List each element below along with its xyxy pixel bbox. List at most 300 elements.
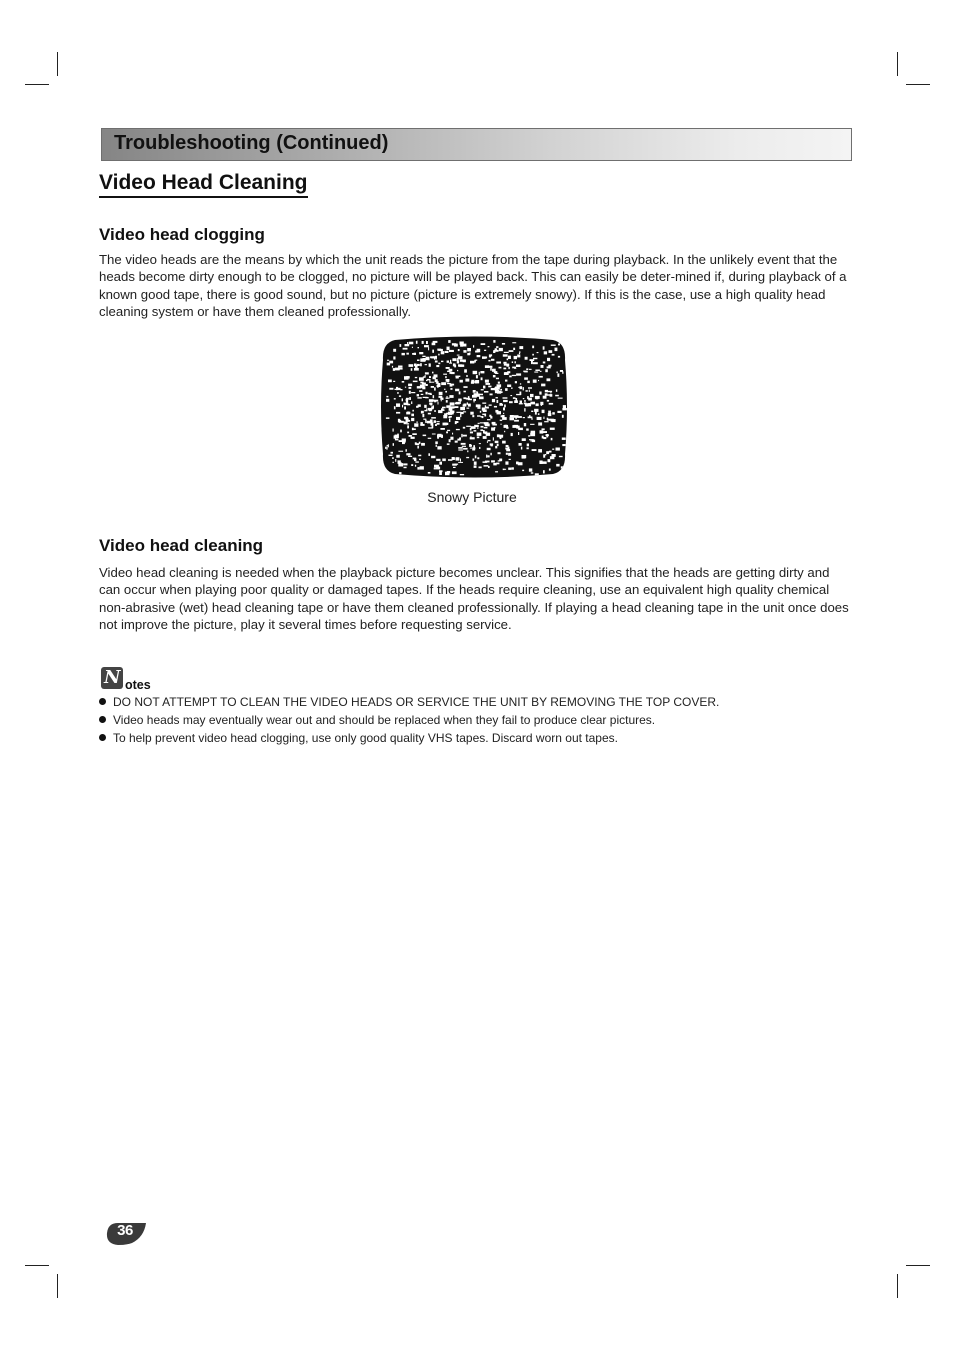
snow-speck [425, 372, 429, 374]
snow-speck [503, 354, 508, 356]
snow-speck [404, 421, 407, 424]
snow-speck [550, 365, 551, 367]
snow-speck [406, 449, 407, 452]
snow-speck [503, 397, 508, 398]
snow-speck [542, 410, 545, 413]
cleaning-paragraph: Video head cleaning is needed when the playback picture becomes unclear. This signifies that the heads are getting dirty and can occur when playing poor quality or damaged tapes. If the heads require cleaning, use an equivalent high quality chemical non-abrasive (wet) head cleaning tape or have them cleaned professionally. If playing a head cleaning tape in the unit once does not improve the picture, play it several times before requesting service. [99, 565, 849, 632]
snow-speck [417, 446, 419, 449]
snow-speck [520, 392, 522, 396]
snow-speck [491, 444, 493, 447]
snow-speck [431, 386, 434, 388]
snow-speck [547, 358, 550, 361]
snow-speck [388, 380, 392, 383]
snow-speck [399, 472, 401, 474]
snow-speck [464, 369, 467, 372]
snow-speck [550, 456, 555, 459]
snow-speck [545, 369, 548, 372]
snow-speck [430, 419, 433, 422]
snow-speck [506, 453, 508, 455]
snow-speck [555, 395, 559, 397]
snow-speck [441, 409, 444, 411]
snow-speck [438, 354, 439, 356]
snow-speck [460, 414, 461, 418]
snow-speck [460, 360, 463, 362]
snow-speck [474, 430, 477, 432]
snow-speck [512, 342, 516, 343]
snow-speck [558, 398, 563, 399]
snow-speck [484, 350, 486, 351]
snow-speck [411, 437, 415, 439]
snow-speck [488, 466, 490, 468]
snow-speck [432, 372, 434, 374]
snow-speck [447, 361, 449, 363]
snow-speck [400, 344, 402, 347]
crop-mark [57, 52, 58, 76]
snow-speck [421, 411, 424, 414]
snow-speck [562, 371, 563, 373]
snow-speck [450, 412, 454, 415]
crop-mark [897, 52, 898, 76]
snow-speck [497, 444, 499, 446]
snow-speck [409, 435, 412, 437]
snow-speck [426, 341, 428, 344]
snow-speck [491, 388, 495, 390]
snow-speck [436, 365, 439, 367]
snow-speck [556, 464, 559, 467]
snow-speck [497, 434, 500, 437]
snow-speck [458, 447, 463, 449]
snow-speck [473, 390, 476, 393]
snow-speck [409, 391, 411, 394]
snow-speck [482, 408, 485, 411]
snow-speck [419, 459, 421, 460]
snow-speck [434, 374, 438, 377]
snow-speck [541, 365, 544, 368]
snow-speck [489, 354, 491, 357]
snow-speck [447, 371, 451, 372]
note-item [99, 713, 655, 727]
snow-speck [388, 444, 389, 447]
snow-speck [460, 407, 465, 410]
snow-speck [504, 372, 508, 374]
snow-speck [403, 463, 407, 465]
snow-speck [473, 445, 475, 448]
snow-speck [447, 396, 448, 399]
snow-speck [428, 347, 429, 350]
snow-speck [423, 397, 428, 398]
snow-speck [536, 403, 539, 406]
snow-speck [521, 447, 522, 450]
snow-speck [393, 429, 394, 432]
snow-speck [508, 468, 511, 470]
snow-speck [487, 419, 491, 420]
snow-speck [441, 351, 445, 354]
snow-speck [527, 381, 530, 383]
snow-speck [428, 408, 432, 411]
snow-speck [471, 426, 476, 429]
snow-speck [445, 391, 447, 393]
snow-speck [487, 455, 489, 457]
snow-speck [449, 408, 453, 411]
snow-speck [488, 440, 491, 441]
note-text: To help prevent video head clogging, use only good quality VHS tapes. Discard worn out tapes. [113, 731, 618, 745]
snow-speck [445, 351, 449, 353]
snow-speck [445, 376, 447, 378]
snow-speck [409, 397, 411, 400]
snow-speck [408, 456, 412, 457]
snow-speck [479, 397, 484, 400]
snow-speck [540, 402, 543, 405]
snow-speck [538, 422, 542, 425]
snow-speck [477, 407, 480, 409]
snow-speck [456, 429, 460, 430]
snow-speck [443, 415, 447, 418]
snow-speck [512, 361, 513, 363]
snow-speck [509, 401, 513, 403]
snow-speck [473, 371, 478, 374]
snow-speck [396, 387, 398, 390]
snow-speck [508, 356, 511, 359]
snow-speck [467, 402, 468, 404]
snow-speck [523, 398, 525, 399]
snow-speck [455, 421, 457, 424]
snowy-picture-image [381, 336, 567, 478]
snow-speck [422, 383, 426, 385]
snow-speck [414, 368, 419, 371]
snow-speck [438, 363, 440, 365]
snow-speck [441, 361, 443, 362]
snow-speck [499, 348, 503, 351]
snow-speck [396, 455, 400, 458]
snow-speck [562, 444, 566, 446]
snow-speck [482, 356, 486, 359]
snow-speck [508, 367, 509, 369]
snow-speck [491, 427, 495, 430]
snow-speck [500, 424, 501, 425]
snow-speck [470, 432, 473, 434]
snow-speck [543, 470, 545, 473]
snow-speck [448, 416, 450, 418]
snow-speck [452, 433, 453, 435]
snow-speck [425, 375, 426, 376]
snow-speck [398, 420, 401, 423]
snow-speck [447, 443, 450, 445]
snow-speck [530, 424, 534, 425]
snow-speck [458, 449, 463, 450]
snow-speck [404, 417, 408, 420]
snow-speck [393, 349, 396, 352]
snow-speck [525, 403, 529, 406]
snow-speck [534, 409, 538, 412]
snow-speck [470, 412, 473, 415]
snow-speck [447, 430, 450, 431]
snow-speck [414, 423, 418, 427]
snow-speck [483, 436, 487, 439]
snow-speck [411, 464, 413, 466]
snow-speck [415, 377, 417, 378]
snow-speck [412, 347, 413, 348]
snow-speck [421, 443, 425, 446]
snow-speck [504, 405, 506, 408]
snow-speck [440, 398, 443, 400]
snow-speck [452, 343, 456, 345]
snow-speck [540, 430, 544, 433]
snow-speck [494, 406, 497, 408]
snow-speck [437, 349, 441, 351]
snow-speck [448, 459, 452, 461]
snow-speck [418, 455, 421, 457]
snow-speck [472, 395, 477, 398]
snow-speck [414, 458, 416, 461]
snow-speck [458, 349, 460, 351]
snow-speck [420, 363, 422, 366]
snow-speck [407, 342, 408, 344]
snow-speck [503, 368, 506, 370]
snow-speck [406, 399, 408, 402]
snow-speck [463, 386, 467, 388]
snow-speck [481, 416, 483, 417]
snow-speck [395, 435, 399, 438]
snow-speck [476, 391, 477, 393]
snow-speck [519, 403, 523, 404]
snow-speck [500, 437, 502, 439]
snow-speck [405, 344, 410, 346]
snow-speck [444, 423, 448, 425]
snow-speck [434, 387, 436, 390]
snow-speck [548, 411, 551, 414]
snow-speck [394, 398, 396, 399]
snow-speck [426, 384, 428, 386]
snow-speck [531, 472, 534, 473]
snow-speck [437, 423, 440, 425]
snow-speck [512, 375, 516, 376]
snow-speck [406, 398, 409, 400]
snow-speck [393, 381, 395, 382]
snow-speck [477, 350, 479, 352]
snow-speck [495, 446, 497, 449]
snow-speck [533, 362, 538, 364]
snow-speck [502, 415, 504, 418]
snow-speck [428, 438, 432, 439]
snow-speck [488, 360, 490, 362]
snow-speck [386, 396, 388, 397]
snow-speck [407, 423, 410, 424]
snow-speck [411, 368, 413, 371]
snow-speck [428, 453, 430, 456]
snow-speck [551, 345, 556, 346]
snow-speck [547, 400, 549, 402]
snow-speck [472, 415, 474, 417]
snow-speck [480, 411, 481, 413]
snow-speck [463, 427, 465, 429]
snow-speck [435, 379, 438, 382]
snow-speck [486, 455, 487, 458]
snow-speck [511, 433, 513, 436]
snow-speck [402, 353, 405, 355]
snow-speck [435, 441, 438, 444]
snow-speck [439, 462, 442, 465]
snow-speck [533, 358, 537, 359]
snow-speck [438, 434, 442, 437]
snow-speck [535, 396, 540, 399]
page-number: 36 [117, 1222, 133, 1239]
snow-speck [476, 375, 478, 378]
snow-speck [480, 371, 484, 373]
snow-speck [545, 393, 548, 395]
snow-speck [406, 420, 410, 422]
snow-speck [466, 375, 467, 377]
snow-speck [398, 366, 402, 368]
snow-speck [446, 367, 450, 369]
snow-speck [482, 403, 486, 404]
snow-speck [416, 341, 418, 344]
snow-speck [457, 370, 458, 371]
snow-speck [534, 372, 538, 373]
snow-speck [467, 353, 470, 355]
snow-speck [407, 404, 410, 406]
snow-speck [431, 456, 435, 458]
snow-speck [467, 450, 468, 452]
snow-speck [526, 429, 529, 431]
snow-speck [407, 425, 409, 428]
snow-speck [446, 400, 448, 403]
snow-speck [419, 390, 422, 392]
snow-speck [519, 346, 523, 349]
snow-speck [391, 452, 394, 454]
clogging-paragraph: The video heads are the means by which the unit reads the picture from the tape during playback. In the unlikely event that the heads become dirty enough to be clogged, no picture will be played back. This can easily be deter-mined if, during playback of a known good tape, there is good sound, but no picture (picture is extremely snowy). If this is the case, use a high quality head cleaning system or have them cleaned professionally. [99, 252, 847, 319]
snow-speck [451, 372, 455, 374]
snow-speck [457, 358, 458, 361]
snow-speck [551, 438, 553, 440]
snow-speck [510, 417, 515, 420]
snow-speck [484, 422, 489, 424]
snow-speck [525, 357, 528, 360]
note-text: DO NOT ATTEMPT TO CLEAN THE VIDEO HEADS OR SERVICE THE UNIT BY REMOVING THE TOP COVER. [113, 695, 720, 709]
snow-speck [386, 447, 387, 450]
snow-speck [456, 457, 460, 460]
snow-speck [510, 395, 512, 396]
bullet-icon [99, 716, 106, 723]
snow-speck [412, 353, 415, 355]
snow-speck [511, 387, 512, 389]
snow-speck [489, 405, 492, 406]
snow-speck [470, 361, 474, 364]
snow-speck [477, 457, 479, 459]
snow-speck [409, 364, 414, 367]
snow-speck [427, 422, 430, 423]
snow-speck [537, 417, 542, 420]
snow-speck [504, 364, 509, 366]
snow-speck [479, 467, 482, 469]
snow-speck [545, 390, 548, 392]
snow-speck [473, 381, 475, 383]
snow-speck [437, 385, 441, 387]
snow-speck [493, 340, 495, 343]
snow-speck [411, 401, 412, 404]
snow-speck [396, 403, 400, 407]
snow-speck [547, 378, 551, 381]
snow-speck [538, 380, 539, 381]
snow-speck [449, 363, 452, 364]
snow-speck [490, 394, 493, 396]
snow-speck [424, 410, 427, 411]
snow-speck [539, 376, 543, 378]
snow-speck [543, 454, 545, 457]
snow-speck [499, 404, 503, 406]
snow-speck [418, 347, 420, 348]
snow-speck [461, 434, 462, 437]
snow-speck [522, 470, 524, 471]
snow-speck [443, 374, 447, 375]
snow-speck [479, 447, 480, 449]
snow-speck [434, 420, 436, 423]
snow-speck [484, 465, 489, 467]
snow-speck [518, 387, 521, 388]
snow-speck [397, 392, 399, 394]
snow-speck [504, 425, 509, 428]
snow-speck [529, 468, 532, 471]
snow-speck [519, 351, 520, 353]
snow-speck [518, 432, 519, 435]
snow-speck [422, 356, 425, 357]
snow-speck [495, 348, 497, 349]
snow-speck [460, 474, 464, 475]
snow-speck [561, 466, 564, 468]
snow-speck [455, 403, 457, 404]
snow-speck [425, 364, 427, 365]
snow-speck [552, 412, 555, 414]
snow-speck [488, 346, 490, 347]
snow-speck [514, 356, 517, 359]
snow-speck [460, 343, 463, 346]
snow-speck [468, 404, 471, 407]
snow-speck [424, 345, 429, 347]
snow-speck [495, 441, 499, 443]
snow-speck [491, 359, 494, 361]
snow-speck [528, 398, 532, 401]
snow-speck [474, 360, 476, 363]
snow-speck [475, 380, 477, 383]
snow-speck [548, 365, 550, 368]
snow-speck [480, 422, 485, 423]
snow-speck [514, 420, 519, 422]
snow-speck [436, 421, 439, 422]
snow-speck [450, 388, 452, 390]
snow-speck [502, 441, 506, 444]
snow-speck [436, 459, 440, 461]
snow-speck [528, 403, 531, 406]
snow-speck [436, 356, 437, 359]
snow-speck [491, 354, 492, 356]
snow-speck [386, 417, 390, 419]
snow-speck [562, 408, 567, 410]
snow-speck [516, 462, 519, 465]
snow-speck [454, 458, 455, 459]
snow-speck [487, 448, 491, 450]
snow-speck [477, 415, 481, 416]
snow-speck [500, 389, 502, 391]
snow-speck [523, 371, 527, 373]
snow-speck [439, 470, 443, 472]
snow-speck [463, 404, 466, 407]
snow-speck [505, 461, 508, 464]
snow-speck [475, 455, 477, 458]
snow-speck [454, 464, 458, 465]
snow-speck [492, 399, 495, 402]
snow-speck [544, 351, 547, 354]
snow-speck [503, 469, 505, 471]
snow-speck [420, 422, 423, 425]
